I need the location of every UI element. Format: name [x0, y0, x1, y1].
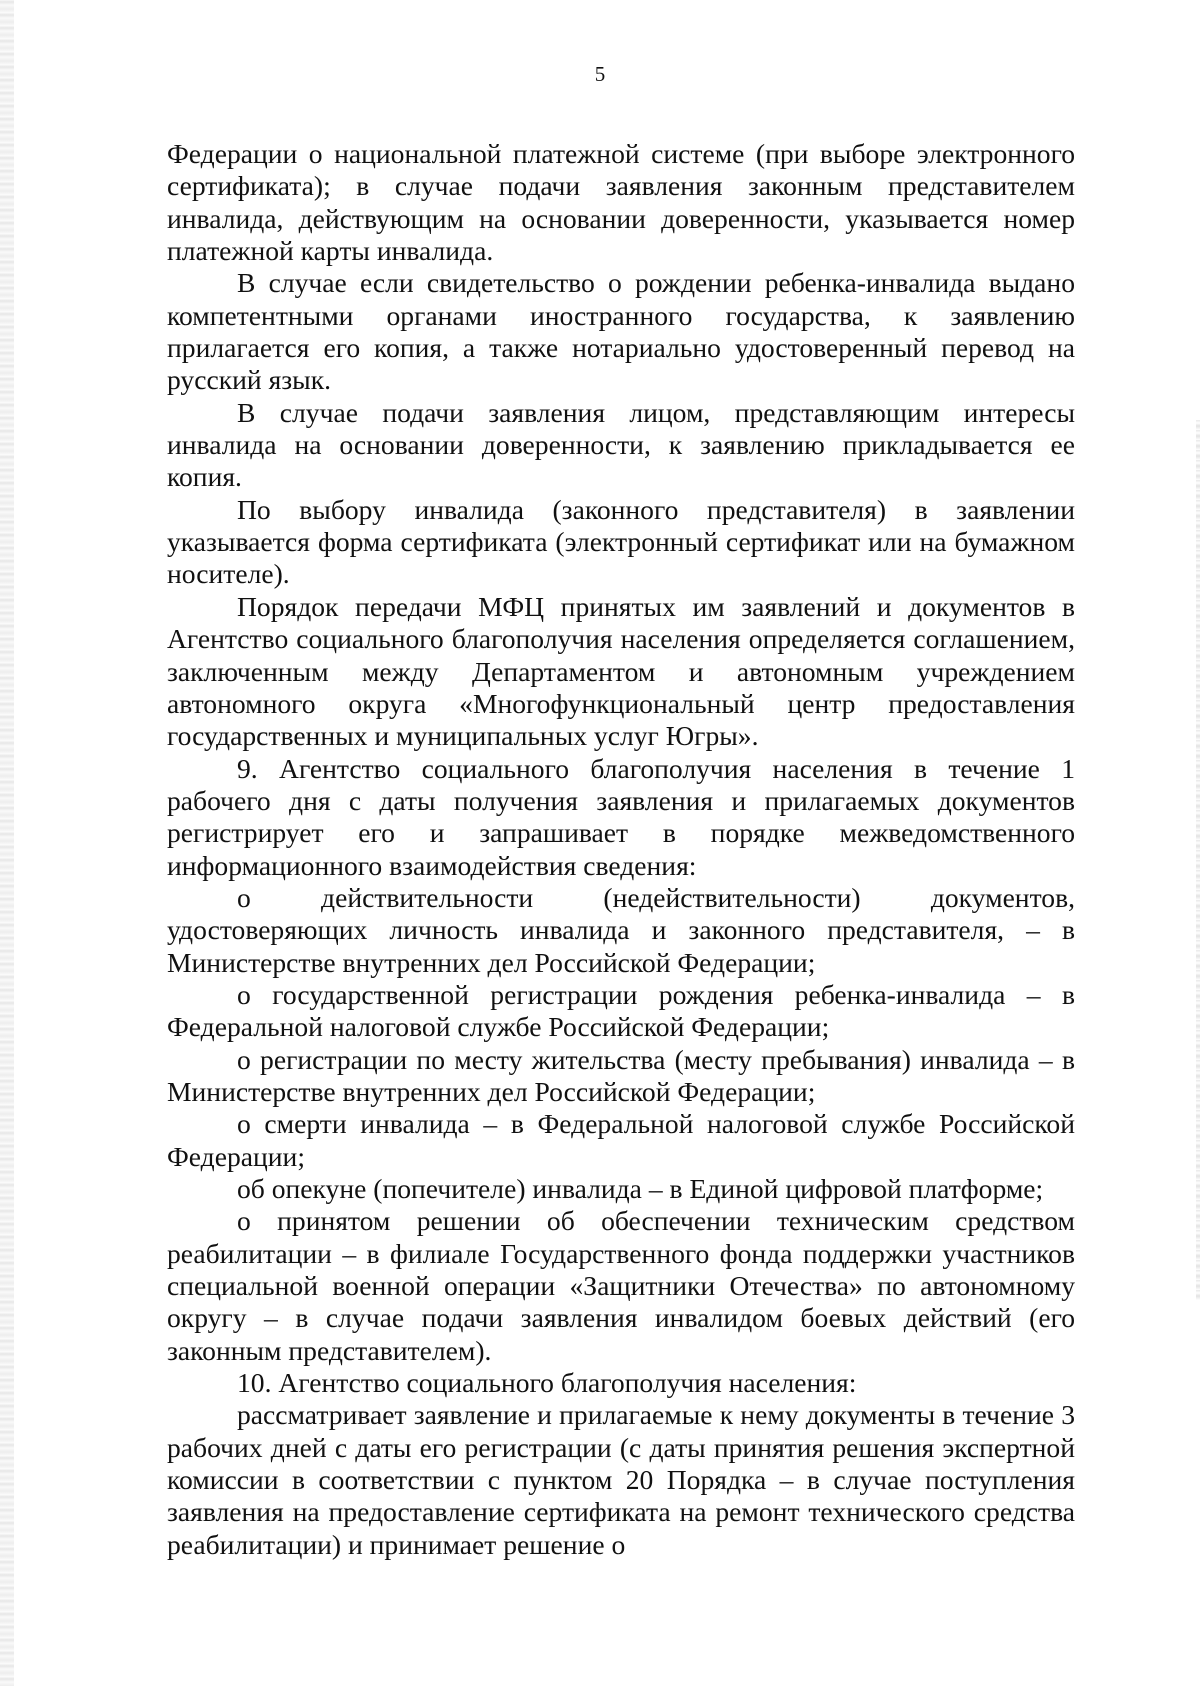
paragraph-continuation: Федерации о национальной платежной системе (при выборе электронного сертификата); в случае подачи заявления законным представителем инвалида, действующим на основании доверенности, указывается номер платежной карты инвалида.: [167, 138, 1075, 267]
paragraph: Порядок передачи МФЦ принятых им заявлений и документов в Агентство социального благополучия населения определяется соглашением, заключенным между Департаментом и автономным учреждением автономного округа «Многофункциональный центр предоставления государственных и муниципальных услуг Югры».: [167, 590, 1075, 752]
paragraph-item-10: 10. Агентство социального благополучия населения:: [237, 1367, 857, 1399]
list-item: о действительности (недействительности) документов, удостоверяющих личность инвалида и законного представителя, – в Министерстве внутренних дел Российской Федерации;: [167, 881, 1075, 978]
list-item: о регистрации по месту жительства (месту пребывания) инвалида – в Министерстве внутренних дел Российской Федерации;: [167, 1043, 1075, 1107]
paragraph-item-9: 9. Агентство социального благополучия населения в течение 1 рабочего дня с даты получения заявления и прилагаемых документов регистрирует его и запрашивает в порядке межведомственного информационного взаимодействия сведения:: [167, 752, 1075, 881]
list-item: о принятом решении об обеспечении техническим средством реабилитации – в филиале Государственного фонда поддержки участников специальной военной операции «Защитники Отечества» по автономному округу – в случае подачи заявления инвалидом боевых действий (его законным представителем).: [167, 1205, 1075, 1366]
paragraph: рассматривает заявление и прилагаемые к нему документы в течение 3 рабочих дней с даты его регистрации (с даты принятия решения экспертной комиссии в соответствии с пунктом 20 Порядка – в случае поступления заявления на предоставление сертификата на ремонт технического средства реабилитации) и принимает решение о: [167, 1399, 1075, 1560]
list-item: о смерти инвалида – в Федеральной налоговой службе Российской Федерации;: [167, 1108, 1075, 1172]
document-body: [167, 138, 1075, 1561]
scan-edge-right: [1196, 420, 1200, 1300]
paragraph: В случае подачи заявления лицом, представляющим интересы инвалида на основании доверенности, к заявлению прикладывается ее копия.: [167, 396, 1075, 493]
scan-edge-left: [0, 0, 14, 1686]
paragraph: В случае если свидетельство о рождении ребенка-инвалида выдано компетентными органами иностранного государства, к заявлению прилагается его копия, а также нотариально удостоверенный перевод на русский язык.: [167, 267, 1075, 396]
list-item: о государственной регистрации рождения ребенка-инвалида – в Федеральной налоговой службе Российской Федерации;: [167, 978, 1075, 1043]
paragraph: По выбору инвалида (законного представителя) в заявлении указывается форма сертификата (электронный сертификат или на бумажном носителе).: [167, 493, 1075, 590]
list-item: об опекуне (попечителе) инвалида – в Единой цифровой платформе;: [237, 1173, 1044, 1204]
page-number: 5: [594, 62, 606, 86]
